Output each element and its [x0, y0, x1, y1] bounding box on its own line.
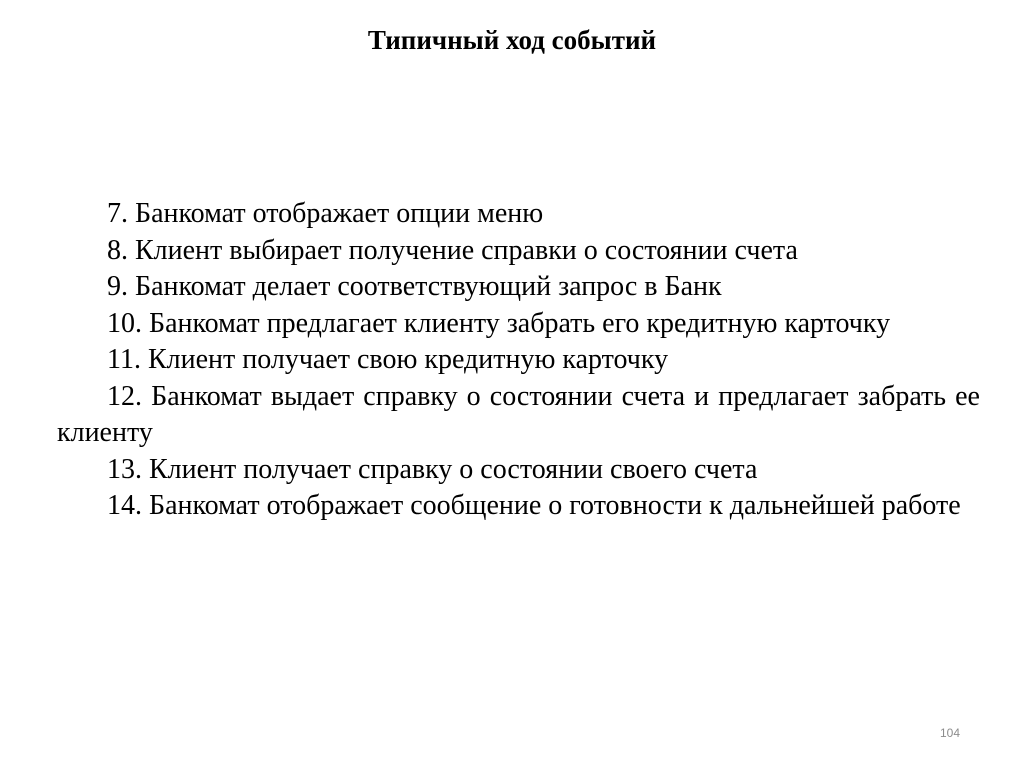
page-number: 104 [939, 726, 961, 740]
step-12: 12. Банкомат выдает справку о состоянии счета и предлагает забрать ее клиенту [57, 380, 980, 448]
step-7: 7. Банкомат отображает опции меню [107, 198, 544, 229]
step-14: 14. Банкомат отображает сообщение о готовности к дальнейшей работе [107, 490, 961, 521]
step-8: 8. Клиент выбирает получение справки о состоянии счета [107, 234, 798, 266]
step-11: 11. Клиент получает свою кредитную карточку [107, 344, 669, 375]
steps-list [57, 196, 980, 525]
step-9: 9. Банкомат делает соответствующий запрос в Банк [107, 271, 722, 302]
step-13: 13. Клиент получает справку о состоянии своего счета [107, 453, 758, 485]
step-10: 10. Банкомат предлагает клиенту забрать его кредитную карточку [107, 307, 891, 339]
slide-title: Типичный ход событий [367, 25, 657, 55]
